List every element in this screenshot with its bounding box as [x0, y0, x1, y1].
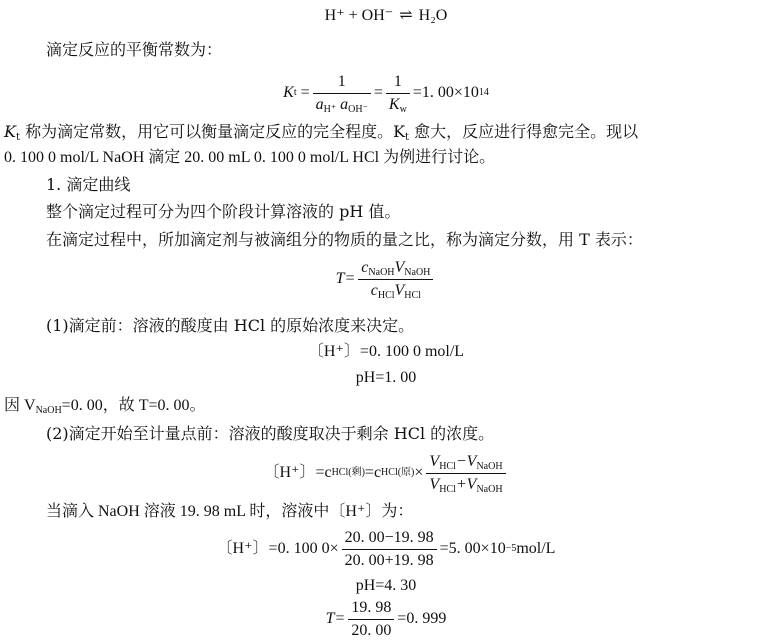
equation-kt: K t = $\frac{1}{a_{H^+} a_{OH^-}}$ = $\frac{1}{K_w}$ =1. 00×10 14: [283, 72, 489, 115]
fraction-denominator: 20. 00: [351, 621, 392, 639]
equation-h-remaining: 〔H⁺〕=c HCl(剩) =c HCl(原) × $\frac{V_{HCl}-V_{NaOH}}{V_{HCl}+V_{NaOH}}$: [0, 450, 772, 496]
v-naoh-num-sub: NaOH: [476, 460, 503, 472]
step-2-before-equivalence: (2)滴定开始至计量点前：溶液的酸度取决于剩余 HCl 的浓度。: [46, 424, 495, 443]
h-1998-unit: mol/L: [516, 540, 556, 557]
fraction-numerator: 1: [313, 71, 371, 94]
step-1-before-titration: (1)滴定前：溶液的酸度由 HCl 的原始浓度来决定。: [46, 316, 415, 335]
fraction-numerator: [426, 451, 505, 474]
v-hcl-num: V: [429, 452, 440, 470]
v-hcl-den-sub: HCl: [439, 483, 456, 495]
fraction-numerator: 20. 00−19. 98: [342, 527, 437, 550]
equation-water-formation: [0, 6, 772, 26]
paragraph-add-1998: 当滴入 NaOH 溶液 19. 98 mL 时，溶液中〔H⁺〕为：: [46, 503, 414, 520]
paragraph-equilibrium-intro: 滴定反应的平衡常数为：: [46, 40, 223, 59]
paragraph-kt-line-2: 0. 100 0 mol/L NaOH 滴定 20. 00 mL 0. 100 0 mol/L HCl 为例进行讨论。: [4, 149, 496, 166]
fraction-1998: [342, 527, 437, 572]
activity-sub-h: H⁺: [323, 103, 337, 115]
equation-h-1998: 〔H⁺〕=0. 100 0× $\frac{20. 00-19. 98}{20. 00+19. 98}$ =5. 00×10 −5 mol/L: [0, 526, 772, 572]
fraction-one-over-activities: [313, 71, 371, 116]
fraction-numerator: 19. 98: [348, 597, 394, 620]
plus-v: +V: [455, 475, 477, 493]
equilibrium-arrow: ⇌: [399, 7, 413, 24]
c-naoh-sub: NaOH: [368, 266, 395, 278]
v-naoh-den-sub: NaOH: [476, 483, 503, 495]
minus-v: −V: [455, 452, 477, 470]
v-hcl-sub: HCl: [404, 289, 421, 301]
kt-text-b: 愈大，反应进行得愈完全。现以: [409, 122, 639, 141]
equation-ph-initial: pH=1. 00: [355, 369, 417, 386]
kt-result: =1. 00×10: [412, 84, 479, 101]
t-1998-result: =0. 999: [397, 610, 447, 627]
c-hcl: c: [370, 281, 378, 299]
v-hcl: V: [394, 281, 405, 299]
kt-inline-sub: t: [15, 132, 20, 143]
fraction-t-1998: [348, 597, 394, 642]
equation-t-definition: [0, 256, 772, 302]
equation-rhs: H₂O: [418, 7, 448, 24]
fraction-denominator: [313, 94, 371, 116]
equation-h-initial: 〔H⁺〕=0. 100 0 mol/L: [307, 343, 465, 360]
equation-lhs: H⁺ + OH⁻: [324, 7, 394, 24]
h-1998-result: =5. 00×10: [439, 540, 506, 557]
v-hcl-den: V: [429, 475, 440, 493]
fraction-denominator: [426, 474, 505, 496]
v-naoh-sub: NaOH: [404, 266, 431, 278]
kt-text-a: 称为滴定常数，用它可以衡量滴定反应的完全程度。K: [19, 122, 406, 141]
fraction-numerator: [358, 257, 433, 280]
vnaoh-sub: NaOH: [35, 405, 62, 416]
kt-inline: K: [4, 122, 16, 141]
t-1998-lhs: T=: [325, 610, 346, 627]
c-naoh: c: [361, 258, 369, 276]
vnaoh-post: =0. 00，故 T=0. 00。: [61, 397, 206, 414]
c-hcl-sub: HCl: [377, 289, 395, 301]
equation-ph-1998: pH=4. 30: [355, 577, 417, 594]
h-remaining-mid: =c: [364, 464, 382, 481]
kt-symbol: K: [283, 84, 294, 101]
fraction-numerator: 1: [386, 71, 410, 94]
kw-symbol: K: [388, 95, 400, 113]
equation-t-1998: [0, 597, 772, 641]
vnaoh-pre: 因 V: [4, 397, 36, 414]
times-sign: ×: [414, 464, 424, 481]
heading-titration-curve: 1. 滴定曲线: [46, 175, 131, 194]
h-1998-lhs: 〔H⁺〕=0. 100 0×: [216, 540, 339, 557]
paragraph-kt-line-1: [4, 122, 638, 142]
fraction-denominator: 20. 00+19. 98: [344, 551, 434, 569]
fraction-volume-ratio: [426, 451, 505, 496]
kw-subscript: w: [399, 103, 407, 115]
t-lhs: T=: [335, 270, 356, 287]
fraction-denominator: [386, 94, 410, 116]
paragraph-four-stages: 整个滴定过程可分为四个阶段计算溶液的 pH 值。: [46, 202, 401, 221]
v-naoh: V: [394, 258, 405, 276]
fraction-one-over-kw: [386, 71, 410, 116]
activity-b: a: [340, 95, 349, 113]
fraction-t: [358, 257, 433, 302]
activity-a: a: [315, 95, 324, 113]
v-hcl-num-sub: HCl: [439, 460, 456, 472]
paragraph-titration-fraction: 在滴定过程中，所加滴定剂与被滴组分的物质的量之比，称为滴定分数，用 T 表示：: [46, 230, 643, 249]
h-remaining-lhs: 〔H⁺〕=c: [263, 464, 332, 481]
paragraph-vnaoh-zero: [4, 396, 206, 416]
fraction-denominator: [358, 280, 433, 302]
kt-inline-sub-2: t: [405, 132, 410, 143]
activity-sub-oh: OH⁻: [348, 103, 368, 115]
